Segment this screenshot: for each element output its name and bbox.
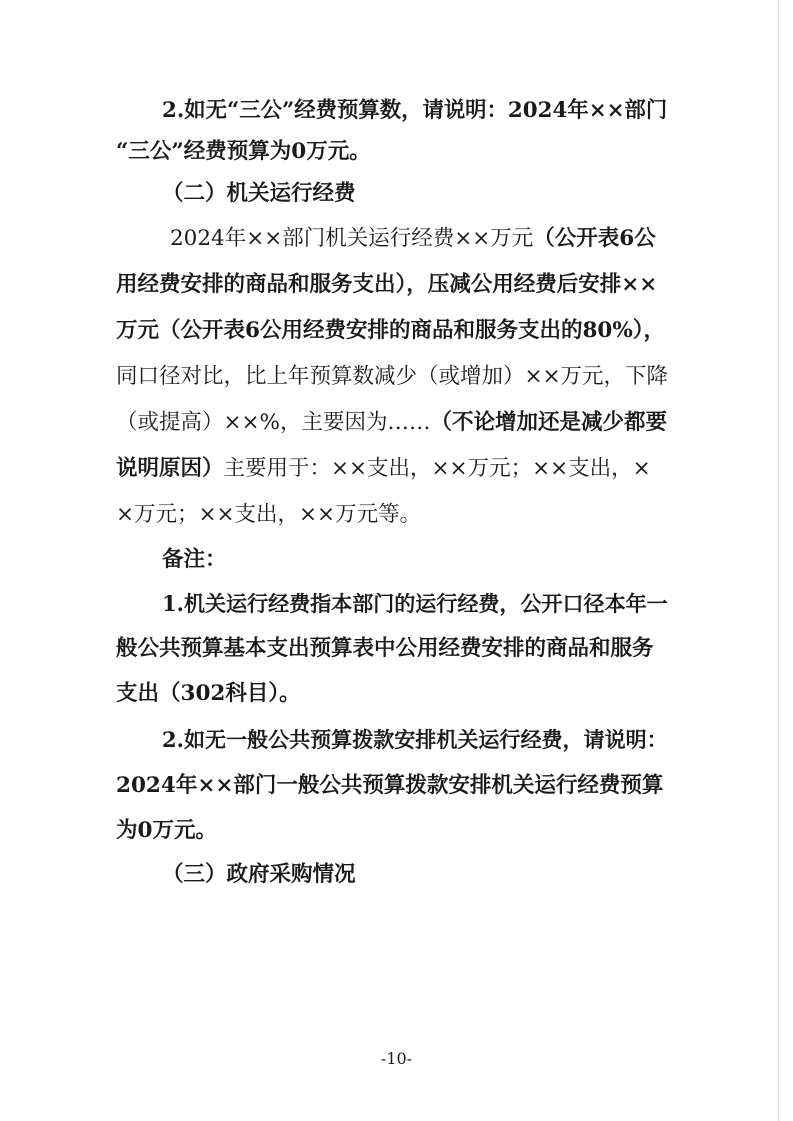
text-line xyxy=(116,816,217,846)
text-segment: 2.如无一般公共预算拨款安排机关运行经费，请说明： xyxy=(162,727,668,752)
text-segment: “三公”经费预算为0万元。 xyxy=(116,139,371,164)
text-line xyxy=(162,96,667,126)
text-segment: 说明原因） xyxy=(116,456,224,481)
text-segment: 主要用于：××支出，××万元；××支出，× xyxy=(223,456,651,481)
text-line xyxy=(162,725,668,755)
text-segment: 支出（302科目）。 xyxy=(116,681,301,706)
text-line xyxy=(116,771,663,801)
text-segment: 般公共预算基本支出预算表中公用经费安排的商品和服务 xyxy=(116,636,654,661)
text-line xyxy=(116,454,651,484)
text-segment: 万元（公开表6公用经费安排的商品和服务支出的80%）， xyxy=(116,318,666,343)
section-heading xyxy=(162,860,356,890)
text-segment: ×万元；××支出，××万元等。 xyxy=(116,502,422,527)
notes-heading xyxy=(162,545,227,575)
text-line xyxy=(162,589,668,619)
text-segment: （公开表6公 xyxy=(533,226,656,251)
text-line xyxy=(116,137,371,167)
text-segment: 同口径对比，比上年预算数减少（或增加）××万元，下降 xyxy=(116,364,669,389)
text-segment: 2.如无“三公”经费预算数，请说明：2024年××部门 xyxy=(162,98,668,123)
text-segment: （三）政府采购情况 xyxy=(162,862,356,887)
text-line xyxy=(170,224,656,254)
text-line xyxy=(116,316,665,346)
text-segment: 2024年××部门一般公共预算拨款安排机关运行经费预算 xyxy=(116,773,664,798)
text-segment: （或提高）××%，主要因为…… xyxy=(116,410,431,435)
text-line xyxy=(116,408,667,438)
text-segment: （二）机关运行经费 xyxy=(162,181,356,206)
scan-edge xyxy=(778,0,779,1121)
section-heading xyxy=(162,179,356,209)
text-line xyxy=(116,362,668,392)
text-line xyxy=(116,634,654,664)
text-line xyxy=(116,679,301,709)
text-line xyxy=(116,270,657,300)
page-number: -10- xyxy=(380,1049,413,1068)
text-segment: 1.机关运行经费指本部门的运行经费，公开口径本年一 xyxy=(162,591,668,616)
text-segment: 用经费安排的商品和服务支出），压减公用经费后安排×× xyxy=(116,272,658,297)
text-segment: 为0万元。 xyxy=(116,818,217,843)
text-line xyxy=(116,500,421,530)
text-segment: 2024年××部门机关运行经费××万元 xyxy=(170,226,534,251)
text-segment: 备注： xyxy=(162,547,227,572)
text-segment: （不论增加还是减少都要 xyxy=(430,410,667,435)
